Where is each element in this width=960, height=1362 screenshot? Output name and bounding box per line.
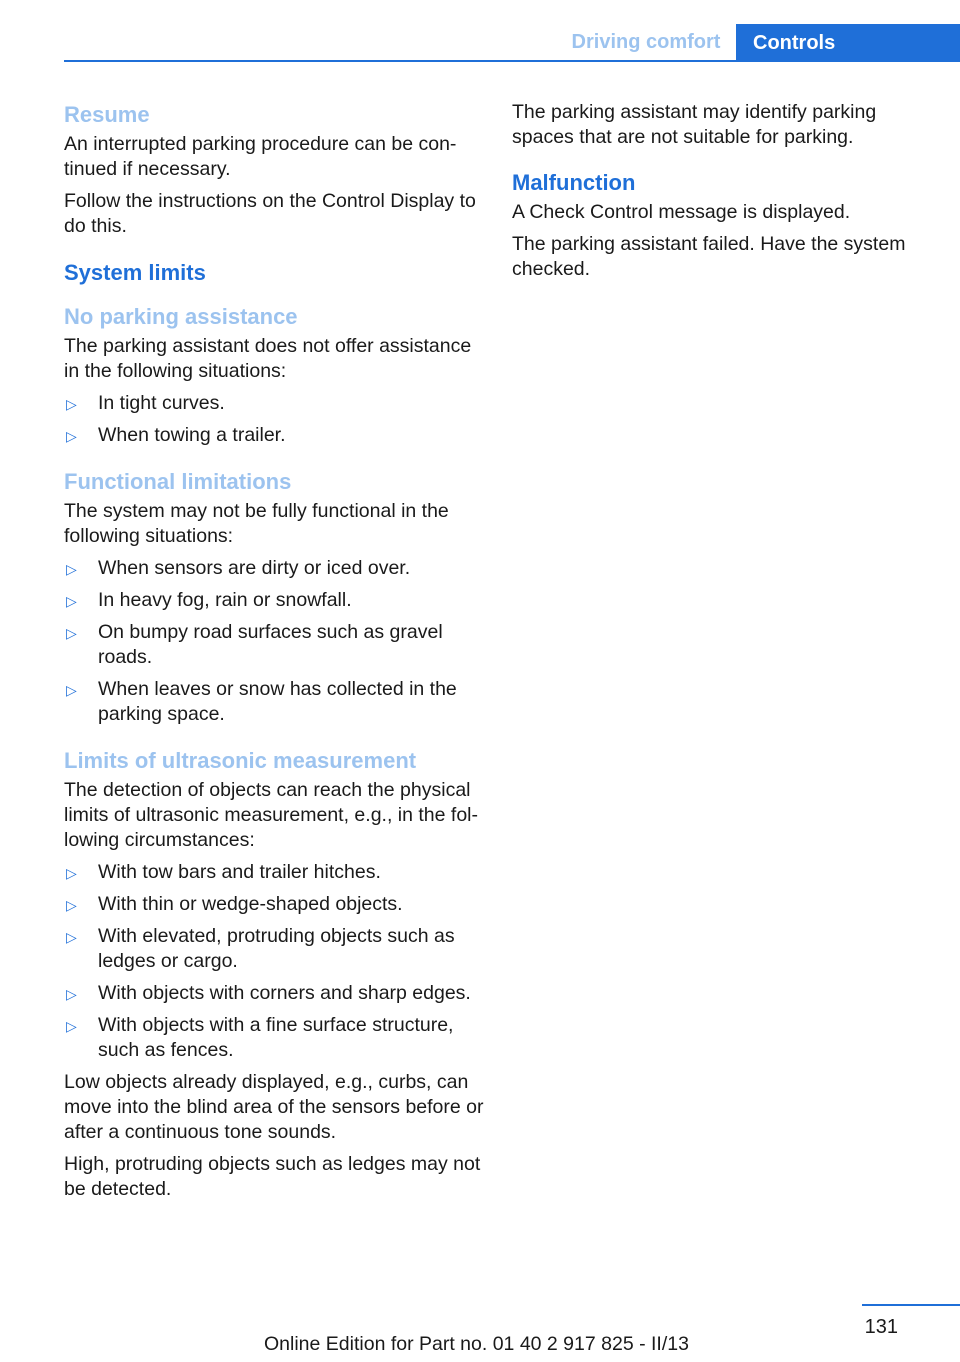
list-item: ▷ When towing a trailer.: [64, 423, 484, 448]
low-objects-paragraph: Low objects already displayed, e.g., curbs, can move into the blind area of the sensors before or after a continuous tone sounds.: [64, 1071, 484, 1143]
resume-paragraph-2: Follow the instructions on the Control Display to do this.: [64, 190, 476, 237]
functional-limitations-heading: Functional limitations: [64, 469, 292, 494]
malfunction-paragraph-1: A Check Control message is displayed.: [512, 201, 851, 223]
section-tab-driving-comfort: Driving comfort: [571, 31, 721, 53]
resume-heading: Resume: [64, 102, 150, 127]
no-assistance-list: [64, 391, 484, 448]
triangle-right-icon: ▷: [66, 1018, 77, 1034]
page-number: 131: [864, 1316, 898, 1338]
list-item: ▷ When sensors are dirty or iced over.: [64, 556, 484, 581]
system-limits-heading: System limits: [64, 260, 206, 285]
list-item: ▷ With objects with a fine surface structure, such as fences.: [66, 1014, 454, 1061]
edition-note: Online Edition for Part no. 01 40 2 917 825 - II/13: [264, 1333, 689, 1355]
ultrasonic-intro: The detection of objects can reach the physical limits of ultrasonic measurement, e.g., in the fol-lowing circumstances:: [64, 779, 479, 851]
triangle-right-icon: ▷: [66, 396, 77, 412]
resume-paragraph-1: An interrupted parking procedure can be con-tinued if necessary.: [64, 133, 457, 180]
high-objects-paragraph: High, protruding objects such as ledges may not be detected.: [64, 1153, 481, 1200]
triangle-right-icon: ▷: [66, 593, 77, 609]
functional-list: [64, 556, 484, 727]
triangle-right-icon: ▷: [66, 986, 77, 1002]
ultrasonic-list: [64, 860, 484, 1063]
malfunction-paragraph-2: The parking assistant failed. Have the system checked.: [512, 233, 906, 280]
no-assistance-intro: The parking assistant does not offer assistance in the following situations:: [64, 335, 472, 382]
triangle-right-icon: ▷: [66, 929, 77, 945]
ultrasonic-heading: Limits of ultrasonic measurement: [64, 748, 417, 773]
left-column: [64, 100, 484, 1209]
list-item: ▷ When leaves or snow has collected in the parking space.: [66, 678, 457, 725]
list-item: ▷ In heavy fog, rain or snowfall.: [64, 588, 484, 613]
triangle-right-icon: ▷: [66, 428, 77, 444]
triangle-right-icon: ▷: [66, 561, 77, 577]
list-item: ▷ With tow bars and trailer hitches.: [64, 860, 484, 885]
footer-divider: [862, 1304, 960, 1306]
header-divider: [64, 60, 960, 62]
functional-intro: The system may not be fully functional in the following situations:: [64, 500, 449, 547]
triangle-right-icon: ▷: [66, 897, 77, 913]
triangle-right-icon: ▷: [66, 625, 77, 641]
list-item: ▷ On bumpy road surfaces such as gravel roads.: [66, 621, 443, 668]
list-item: ▷ In tight curves.: [64, 391, 484, 416]
page-header: [0, 0, 960, 64]
list-item: ▷ With thin or wedge-shaped objects.: [64, 892, 484, 917]
parking-spaces-paragraph: The parking assistant may identify parking spaces that are not suitable for parking.: [512, 101, 877, 148]
list-item: ▷ With objects with corners and sharp edges.: [64, 981, 484, 1006]
triangle-right-icon: ▷: [66, 682, 77, 698]
list-item: ▷ With elevated, protruding objects such as ledges or cargo.: [66, 925, 455, 972]
malfunction-heading: Malfunction: [512, 170, 636, 195]
right-column: [512, 100, 932, 289]
triangle-right-icon: ▷: [66, 865, 77, 881]
chapter-tab-controls: Controls: [736, 24, 960, 62]
no-parking-assistance-heading: No parking assistance: [64, 304, 298, 329]
